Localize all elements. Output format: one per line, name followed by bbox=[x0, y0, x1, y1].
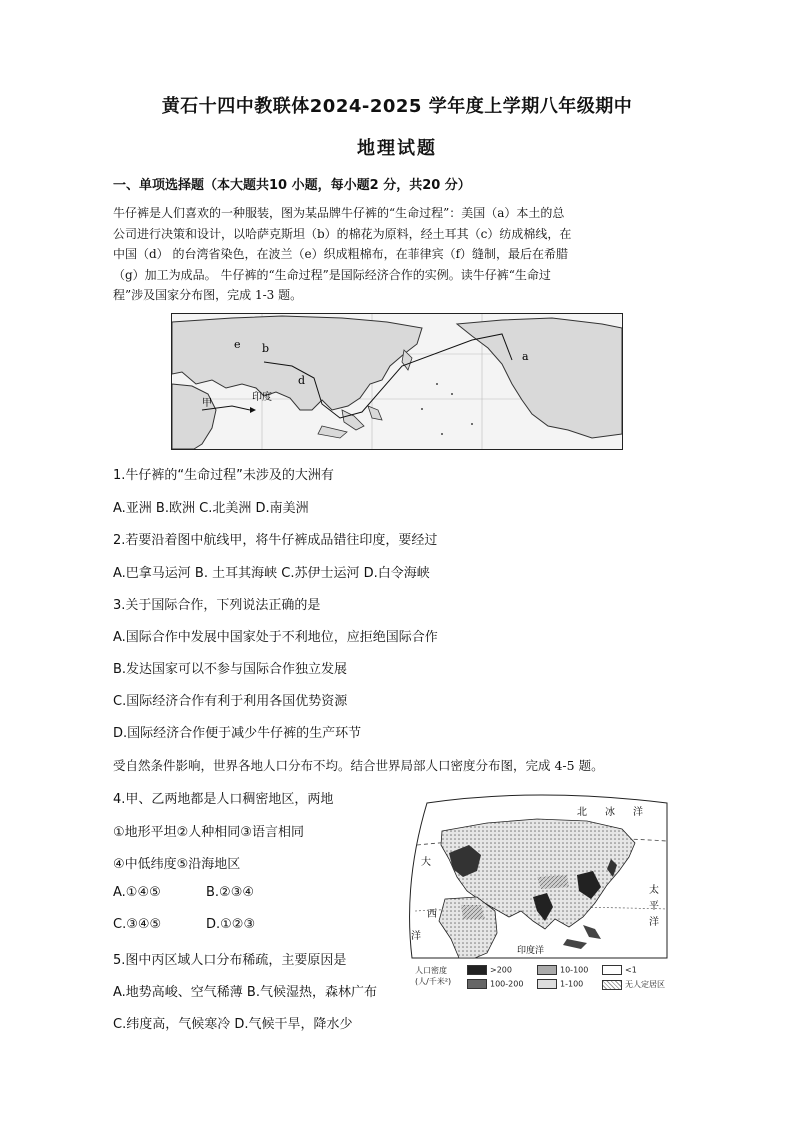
legend-title: 人口密度 bbox=[415, 966, 447, 975]
legend-item: 100-200 bbox=[467, 979, 523, 989]
question-3-option-c: C.国际经济合作有利于利用各国优势资源 bbox=[113, 694, 348, 709]
intro-line: 牛仔裤是人们喜欢的一种服装，图为某品牌牛仔裤的“生命过程”：美国（a）本土的总 bbox=[113, 206, 565, 220]
intro-paragraph-1 bbox=[113, 203, 691, 306]
question-4-stem: 4.甲、乙两地都是人口稠密地区，两地 bbox=[113, 792, 334, 807]
legend-item: 1-100 bbox=[537, 979, 583, 989]
question-1-options: A.亚洲 B.欧洲 C.北美洲 D.南美洲 bbox=[113, 501, 309, 516]
map2-label-atlantic-1: 大 bbox=[421, 857, 431, 868]
legend-unit: (人/千米²) bbox=[415, 977, 452, 986]
intro-line: 公司进行决策和设计，以哈萨克斯坦（b）的棉花为原料，经土耳其（c）纺成棉线，在 bbox=[113, 226, 572, 241]
map2-label-atlantic-3: 洋 bbox=[411, 931, 421, 942]
map1-label-a: a bbox=[522, 350, 529, 363]
intro-line: 程”涉及国家分布图，完成 1-3 题。 bbox=[113, 288, 303, 302]
map2-label-pacific-2: 平 bbox=[649, 901, 659, 912]
question-1-stem: 1.牛仔裤的“生命过程”未涉及的大洲有 bbox=[113, 468, 334, 483]
map1-label-india: 印度 bbox=[252, 392, 272, 403]
map2-label-atlantic-2: 西 bbox=[427, 909, 437, 920]
question-5-line2: C.纬度高，气候寒冷 D.气候干旱，降水少 bbox=[113, 1017, 353, 1032]
section-heading: 一、单项选择题（本大题共10 小题，每小题2 分，共20 分） bbox=[113, 178, 471, 193]
question-3-option-a: A.国际合作中发展中国家处于不利地位，应拒绝国际合作 bbox=[113, 630, 438, 645]
map1-label-route: 甲 bbox=[202, 398, 212, 409]
map2-label-arctic-3: 洋 bbox=[633, 807, 643, 818]
question-3-option-b: B.发达国家可以不参与国际合作独立发展 bbox=[113, 662, 348, 677]
map2-label-indian-ocean: 印度洋 bbox=[517, 946, 545, 956]
intro-line: （g）加工为成品。 牛仔裤的“生命过程”是国际经济合作的实例。读牛仔裤“生命过 bbox=[113, 267, 551, 282]
map2-label-pacific-1: 太 bbox=[649, 885, 659, 896]
map2-label-pacific-3: 洋 bbox=[649, 917, 659, 928]
question-4-option-d: D.①②③ bbox=[206, 917, 256, 932]
intro-line: 中国（d） 的台湾省染色，在波兰（e）织成粗棉布，在菲律宾（f）缝制，最后在希腊 bbox=[113, 247, 569, 261]
legend-item: 无人定居区 bbox=[602, 979, 665, 990]
exam-title-line2: 地理试题 bbox=[357, 138, 437, 159]
map2-label-arctic-2: 冰 bbox=[605, 807, 615, 818]
question-4-line2: ④中低纬度⑤沿海地区 bbox=[113, 857, 241, 872]
legend-item: >200 bbox=[467, 965, 512, 975]
map1-label-d: d bbox=[298, 374, 306, 387]
legend-item: <1 bbox=[602, 965, 637, 975]
legend-item: 10-100 bbox=[537, 965, 588, 975]
question-3-option-d: D.国际经济合作便于减少牛仔裤的生产环节 bbox=[113, 726, 362, 741]
jeans-route-map bbox=[171, 313, 623, 450]
question-4-line1: ①地形平坦②人种相同③语言相同 bbox=[113, 825, 304, 840]
jeans-route-map-svg bbox=[172, 314, 622, 449]
question-3-stem: 3.关于国际合作，下列说法正确的是 bbox=[113, 598, 321, 613]
map2-label-arctic-1: 北 bbox=[577, 807, 587, 818]
question-2-stem: 2.若要沿着图中航线甲，将牛仔裤成品错往印度，要经过 bbox=[113, 533, 438, 548]
population-density-map bbox=[397, 793, 680, 999]
africa-landmass bbox=[172, 384, 216, 449]
map1-label-e: e bbox=[234, 338, 241, 351]
exam-title-line1: 黄石十四中教联体2024-2025 学年度上学期八年级期中 bbox=[161, 96, 633, 117]
question-4-option-c: C.③④⑤ bbox=[113, 917, 162, 932]
question-4-option-a: A.①④⑤ bbox=[113, 885, 161, 900]
map1-label-b: b bbox=[262, 342, 270, 355]
question-5-line1: A.地势高峻、空气稀薄 B.气候湿热，森林广布 bbox=[113, 985, 377, 1000]
question-4-option-b: B.②③④ bbox=[206, 885, 255, 900]
intro-paragraph-2: 受自然条件影响，世界各地人口分布不均。结合世界局部人口密度分布图，完成 4-5 题。 bbox=[113, 758, 604, 773]
question-5-stem: 5.图中丙区域人口分布稀疏，主要原因是 bbox=[113, 953, 347, 968]
question-2-options: A.巴拿马运河 B. 土耳其海峡 C.苏伊士运河 D.白令海峡 bbox=[113, 566, 430, 581]
